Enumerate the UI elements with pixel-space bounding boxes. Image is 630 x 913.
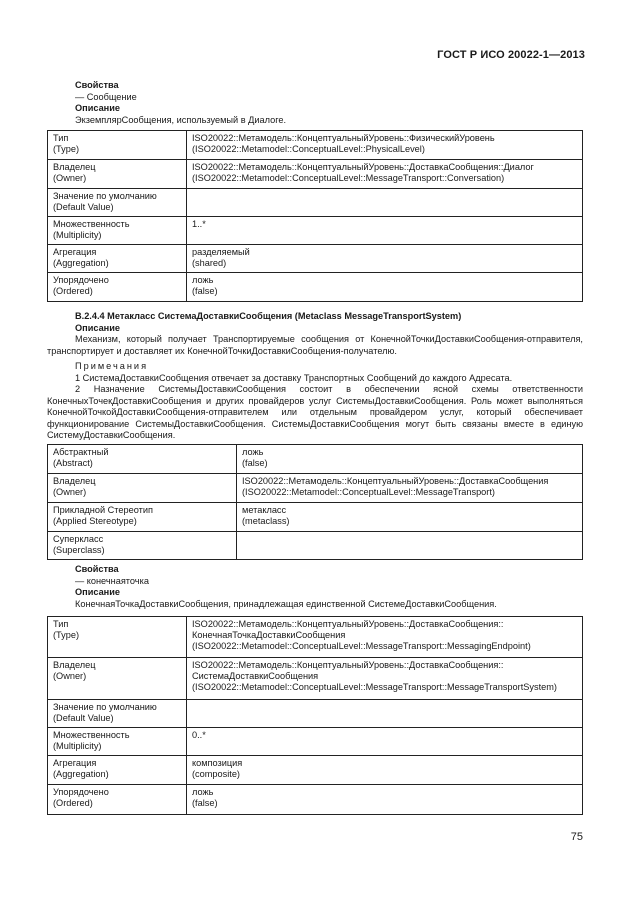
property-value-cell: 1..* xyxy=(187,217,583,245)
table-row xyxy=(48,503,583,532)
table-row xyxy=(48,785,583,815)
description-title: Описание xyxy=(75,103,120,113)
metaclass-heading: B.2.4.4 Метакласс СистемаДоставкиСообщения (Metaclass MessageTransportSystem) xyxy=(75,311,462,321)
property-name-cell: Агрегация (Aggregation) xyxy=(48,756,187,785)
properties-table-3 xyxy=(47,616,583,815)
table-row xyxy=(48,445,583,474)
property-name-cell: Суперкласс (Superclass) xyxy=(48,532,237,560)
property-name-cell: Упорядочено (Ordered) xyxy=(48,785,187,815)
property-value-cell: ISO20022::Метамодель::КонцептуальныйУровень::ФизическийУровень (ISO20022::Metamodel::ConceptualLevel::PhysicalLevel) xyxy=(187,131,583,160)
note-1: 1 СистемаДоставкиСообщения отвечает за доставку Транспортных Сообщений до каждого Адресата. xyxy=(75,372,513,383)
property-value-cell: 0..* xyxy=(187,728,583,756)
table-row xyxy=(48,131,583,160)
property-value-cell: ложь (false) xyxy=(187,273,583,302)
description-title: Описание xyxy=(75,587,120,597)
table-row xyxy=(48,273,583,302)
table-row xyxy=(48,189,583,217)
property-name-cell: Тип (Type) xyxy=(48,131,187,160)
table-row xyxy=(48,217,583,245)
table-row xyxy=(48,658,583,700)
properties-table-2 xyxy=(47,444,583,560)
table-row xyxy=(48,728,583,756)
property-name-cell: Владелец (Owner) xyxy=(48,658,187,700)
property-value-cell: композиция (composite) xyxy=(187,756,583,785)
table-row xyxy=(48,700,583,728)
properties-item: — конечнаяточка xyxy=(75,575,149,586)
property-value-cell: ISO20022::Метамодель::КонцептуальныйУровень::ДоставкаСообщения:: СистемаДоставкиСообщения (ISO20022::Metamodel::ConceptualLevel::MessageTransport::MessageTransportSystem) xyxy=(187,658,583,700)
property-value-cell: метакласс (metaclass) xyxy=(237,503,583,532)
property-value-cell xyxy=(237,532,583,560)
description-text: Механизм, который получает Транспортируемые сообщения от КонечнойТочкиДоставкиСообщения-отправителя, транспортирует и доставляет их КонечнойТочкиДоставкиСообщения-получателю. xyxy=(47,334,583,356)
table-row xyxy=(48,474,583,503)
description-text: КонечнаяТочкаДоставкиСообщения, принадлежащая единственной СистемеДоставкиСообщения. xyxy=(75,598,497,609)
property-name-cell: Множественность (Multiplicity) xyxy=(48,728,187,756)
property-value-cell: ISO20022::Метамодель::КонцептуальныйУровень::ДоставкаСообщения::Диалог (ISO20022::Metamodel::ConceptualLevel::MessageTransport::Conversation) xyxy=(187,160,583,189)
section-properties-endpoint xyxy=(75,564,583,610)
table-row xyxy=(48,756,583,785)
description-title: Описание xyxy=(75,322,120,333)
note-title: Примечания xyxy=(75,361,149,371)
property-name-cell: Множественность (Multiplicity) xyxy=(48,217,187,245)
property-value-cell xyxy=(187,700,583,728)
properties-title: Свойства xyxy=(75,80,119,90)
properties-table-1 xyxy=(47,130,583,302)
properties-item: — Сообщение xyxy=(75,91,137,102)
property-value-cell: ложь (false) xyxy=(187,785,583,815)
note-2: 2 Назначение СистемыДоставкиСообщения состоит в обеспечении ясной схемы ответственности КонечныхТочекДоставкиСообщения и других провайдеров услуг СистемыДоставкиСообщения. Роль может выполняться КонечнойТочкойДоставкиСообщения-отправителем или отдельным провайдером услуг, который обеспечивает функционирование СистемыДоставкиСообщения. СистемыДоставкиСообщения могут быть связаны вместе в единую СистемуДоставкиСообщения. xyxy=(47,384,583,440)
property-value-cell: ISO20022::Метамодель::КонцептуальныйУровень::ДоставкаСообщения:: КонечнаяТочкаДоставкиСообщения (ISO20022::Metamodel::ConceptualLevel::MessageTransport::MessagingEndpoint) xyxy=(187,617,583,658)
property-name-cell: Владелец (Owner) xyxy=(48,160,187,189)
property-value-cell: ISO20022::Метамодель::КонцептуальныйУровень::ДоставкаСообщения (ISO20022::Metamodel::ConceptualLevel::MessageTransport) xyxy=(237,474,583,503)
property-name-cell: Абстрактный (Abstract) xyxy=(48,445,237,474)
property-name-cell: Упорядочено (Ordered) xyxy=(48,273,187,302)
property-name-cell: Тип (Type) xyxy=(48,617,187,658)
table-row xyxy=(48,245,583,273)
section-properties-message xyxy=(75,80,583,126)
property-value-cell: разделяемый (shared) xyxy=(187,245,583,273)
property-name-cell: Агрегация (Aggregation) xyxy=(48,245,187,273)
table-row xyxy=(48,532,583,560)
section-metaclass-message-transport-system xyxy=(47,311,583,442)
property-name-cell: Значение по умолчанию (Default Value) xyxy=(48,700,187,728)
document-header: ГОСТ Р ИСО 20022-1—2013 xyxy=(437,49,585,61)
table-row xyxy=(48,617,583,658)
table-row xyxy=(48,160,583,189)
page-number: 75 xyxy=(570,831,583,843)
property-name-cell: Значение по умолчанию (Default Value) xyxy=(48,189,187,217)
property-value-cell: ложь (false) xyxy=(237,445,583,474)
property-name-cell: Владелец (Owner) xyxy=(48,474,237,503)
property-name-cell: Прикладной Стереотип (Applied Stereotype) xyxy=(48,503,237,532)
properties-title: Свойства xyxy=(75,564,119,574)
property-value-cell xyxy=(187,189,583,217)
description-text: ЭкземплярСообщения, используемый в Диалоге. xyxy=(75,114,287,125)
